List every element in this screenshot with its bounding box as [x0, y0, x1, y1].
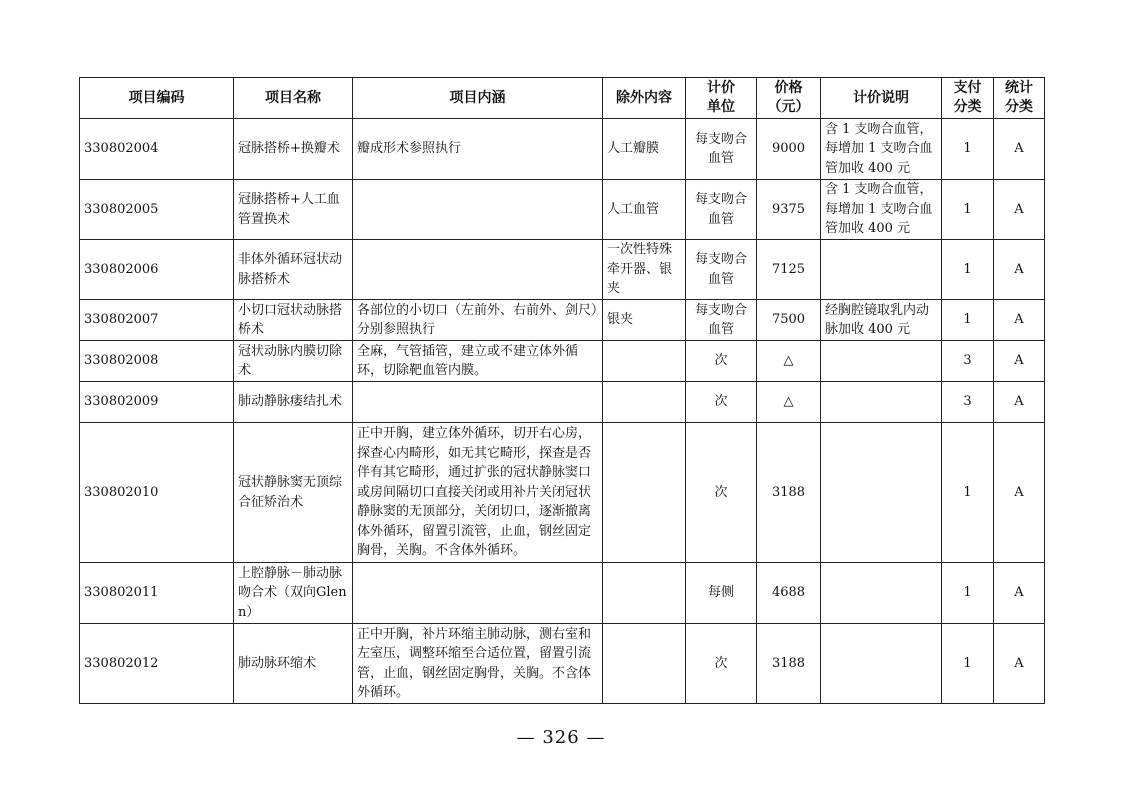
cell-stat-text: A — [1014, 394, 1024, 410]
cell-unit — [686, 341, 757, 382]
page-number: — 326 — — [516, 727, 606, 748]
table-row — [80, 563, 1045, 624]
cell-unit-text: 每侧 — [707, 585, 734, 601]
cell-stat-text: A — [1014, 655, 1024, 671]
cell-content — [353, 240, 603, 300]
cell-code-text: 330802004 — [84, 141, 159, 157]
cell-pay — [942, 119, 994, 180]
cell-content — [353, 300, 603, 341]
cell-unit-text: 每支吻合血管 — [694, 252, 747, 287]
cell-unit — [686, 382, 757, 423]
cell-unit — [686, 119, 757, 180]
cell-price — [757, 180, 821, 240]
cell-stat — [994, 563, 1045, 624]
cell-pay-text: 1 — [963, 261, 972, 277]
cell-excluded — [603, 300, 686, 341]
cell-stat-text: A — [1014, 141, 1024, 157]
cell-name-text: 小切口冠状动脉搭桥术 — [238, 302, 343, 337]
column-header-code: 项目编码 — [80, 78, 234, 119]
cell-unit-text: 次 — [714, 655, 728, 671]
cell-content — [353, 382, 603, 423]
table-row — [80, 423, 1045, 563]
cell-note-text: 经胸腔镜取乳内动脉加收 400 元 — [825, 302, 930, 337]
cell-content-text: 正中开胸，建立体外循环，切开右心房，探查心内畸形，如无其它畸形，探查是否伴有其它畸形，通过扩张的冠状静脉窦口或房间隔切口直接关闭或用补片关闭冠状静脉窦的无顶部分，关闭切口，逐渐撤离体外循环，留置引流管，止血，钢丝固定胸骨，关胸。不含体外循环。 — [357, 426, 592, 559]
cell-excluded — [603, 341, 686, 382]
cell-note — [821, 382, 942, 423]
column-header-name: 项目名称 — [234, 78, 353, 119]
cell-pay — [942, 423, 994, 563]
cell-pay-text: 1 — [963, 655, 972, 671]
cell-price-text: 7125 — [771, 261, 806, 277]
column-header-price: 价格 （元） — [757, 78, 821, 119]
cell-note — [821, 423, 942, 563]
cell-content-text: 各部位的小切口（左前外、右前外、剑尺）分别参照执行 — [357, 302, 598, 337]
cell-code-text: 330802012 — [84, 655, 159, 671]
cell-pay — [942, 180, 994, 240]
cell-code-text: 330802008 — [84, 353, 159, 369]
cell-price — [757, 119, 821, 180]
cell-excluded — [603, 240, 686, 300]
cell-price-text: 3188 — [771, 484, 806, 500]
cell-pay — [942, 300, 994, 341]
cell-unit — [686, 240, 757, 300]
cell-name — [234, 300, 353, 341]
cell-code — [80, 180, 234, 240]
cell-code-text: 330802010 — [84, 484, 159, 500]
cell-excluded-text: 一次性特殊牵开器、银夹 — [607, 242, 673, 297]
cell-code-text: 330802006 — [84, 261, 159, 277]
cell-stat — [994, 624, 1045, 704]
cell-name — [234, 382, 353, 423]
cell-price — [757, 423, 821, 563]
cell-stat-text: A — [1014, 353, 1024, 369]
cell-price-text: 3188 — [771, 655, 806, 671]
cell-code — [80, 624, 234, 704]
cell-code-text: 330802009 — [84, 394, 159, 410]
cell-excluded — [603, 423, 686, 563]
cell-pay — [942, 382, 994, 423]
cell-note-text: 含 1 支吻合血管，每增加 1 支吻合血管加收 400 元 — [825, 121, 933, 176]
table-row — [80, 119, 1045, 180]
cell-unit-text: 每支吻合血管 — [694, 131, 747, 166]
table-body — [80, 119, 1045, 704]
cell-excluded — [603, 624, 686, 704]
cell-code-text: 330802011 — [84, 585, 159, 601]
cell-price — [757, 382, 821, 423]
cell-price-text: 9000 — [771, 141, 806, 157]
header-row — [80, 78, 1045, 119]
cell-stat — [994, 341, 1045, 382]
table-header — [80, 78, 1045, 119]
cell-unit — [686, 180, 757, 240]
cell-stat-text: A — [1014, 585, 1024, 601]
cell-code — [80, 341, 234, 382]
cell-name-text: 肺动静脉瘘结扎术 — [238, 394, 343, 410]
cell-pay — [942, 240, 994, 300]
cell-pay-text: 1 — [963, 141, 972, 157]
cell-stat-text: A — [1014, 261, 1024, 277]
cell-code — [80, 563, 234, 624]
cell-price — [757, 563, 821, 624]
cell-note — [821, 240, 942, 300]
cell-code-text: 330802007 — [84, 312, 159, 328]
cell-pay-text: 1 — [963, 312, 972, 328]
table-row — [80, 300, 1045, 341]
cell-name-text: 非体外循环冠状动脉搭桥术 — [238, 252, 343, 287]
cell-unit-text: 次 — [714, 484, 728, 500]
cell-unit-text: 次 — [714, 394, 728, 410]
table-row — [80, 180, 1045, 240]
cell-unit — [686, 423, 757, 563]
cell-name — [234, 624, 353, 704]
cell-price-text: △ — [783, 394, 794, 410]
cell-name-text: 冠脉搭桥+换瓣术 — [238, 141, 340, 157]
cell-pay — [942, 563, 994, 624]
column-header-unit: 计价 单位 — [686, 78, 757, 119]
cell-content — [353, 563, 603, 624]
cell-code — [80, 423, 234, 563]
table-row — [80, 240, 1045, 300]
cell-pay-text: 1 — [963, 201, 972, 217]
cell-code — [80, 119, 234, 180]
cell-stat — [994, 240, 1045, 300]
cell-content — [353, 423, 603, 563]
cell-content-text: 瓣成形术参照执行 — [357, 141, 462, 157]
cell-price-text: 9375 — [771, 201, 806, 217]
cell-stat — [994, 119, 1045, 180]
cell-excluded — [603, 180, 686, 240]
cell-code — [80, 240, 234, 300]
cell-content — [353, 180, 603, 240]
cell-excluded — [603, 119, 686, 180]
cell-note — [821, 180, 942, 240]
cell-excluded-text: 人工瓣膜 — [607, 141, 660, 157]
cell-note-text: 含 1 支吻合血管，每增加 1 支吻合血管加收 400 元 — [825, 182, 933, 237]
cell-name-text: 冠脉搭桥+人工血管置换术 — [238, 192, 340, 227]
column-header-note: 计价说明 — [821, 78, 942, 119]
cell-price-text: 7500 — [771, 312, 806, 328]
column-header-pay: 支付 分类 — [942, 78, 994, 119]
cell-excluded-text: 人工血管 — [607, 201, 660, 217]
cell-pay — [942, 624, 994, 704]
column-header-excluded: 除外内容 — [603, 78, 686, 119]
cell-name-text: 上腔静脉－肺动脉吻合术（双向Glenn） — [238, 565, 347, 620]
cell-unit-text: 每支吻合血管 — [694, 302, 747, 337]
cell-note — [821, 341, 942, 382]
cell-unit-text: 每支吻合血管 — [694, 192, 747, 227]
column-header-stat: 统计 分类 — [994, 78, 1045, 119]
cell-price — [757, 300, 821, 341]
cell-stat — [994, 382, 1045, 423]
cell-price — [757, 624, 821, 704]
cell-content-text: 正中开胸，补片环缩主肺动脉，测右室和左室压，调整环缩至合适位置，留置引流管，止血，钢丝固定胸骨，关胸。不含体外循环。 — [357, 626, 592, 700]
column-header-content: 项目内涵 — [353, 78, 603, 119]
cell-stat-text: A — [1014, 312, 1024, 328]
cell-excluded — [603, 563, 686, 624]
table-row — [80, 624, 1045, 704]
cell-name-text: 肺动脉环缩术 — [238, 655, 317, 671]
cell-pay-text: 1 — [963, 585, 972, 601]
cell-stat-text: A — [1014, 201, 1024, 217]
cell-content — [353, 341, 603, 382]
cell-stat — [994, 300, 1045, 341]
cell-price — [757, 341, 821, 382]
table-row — [80, 382, 1045, 423]
cell-note — [821, 624, 942, 704]
cell-content-text: 全麻，气管插管，建立或不建立体外循环，切除靶血管内膜。 — [357, 343, 579, 378]
cell-name — [234, 563, 353, 624]
cell-pay-text: 1 — [963, 484, 972, 500]
cell-excluded-text: 银夹 — [607, 312, 634, 328]
pricing-table — [79, 77, 1045, 704]
cell-unit — [686, 300, 757, 341]
cell-pay-text: 3 — [963, 353, 972, 369]
cell-name-text: 冠状动脉内膜切除术 — [238, 343, 343, 378]
cell-unit — [686, 624, 757, 704]
cell-stat-text: A — [1014, 484, 1024, 500]
cell-name — [234, 119, 353, 180]
cell-name — [234, 240, 353, 300]
cell-unit-text: 次 — [714, 353, 728, 369]
cell-unit — [686, 563, 757, 624]
cell-note — [821, 563, 942, 624]
cell-code-text: 330802005 — [84, 201, 159, 217]
cell-code — [80, 300, 234, 341]
cell-stat — [994, 423, 1045, 563]
cell-pay-text: 3 — [963, 394, 972, 410]
cell-excluded — [603, 382, 686, 423]
cell-name-text: 冠状静脉窦无顶综合征矫治术 — [238, 475, 343, 510]
cell-name — [234, 423, 353, 563]
cell-code — [80, 382, 234, 423]
cell-stat — [994, 180, 1045, 240]
cell-price — [757, 240, 821, 300]
cell-note — [821, 119, 942, 180]
cell-name — [234, 180, 353, 240]
cell-price-text: 4688 — [771, 585, 806, 601]
cell-pay — [942, 341, 994, 382]
cell-name — [234, 341, 353, 382]
cell-content — [353, 119, 603, 180]
cell-price-text: △ — [783, 353, 794, 369]
cell-note — [821, 300, 942, 341]
table-row — [80, 341, 1045, 382]
cell-content — [353, 624, 603, 704]
